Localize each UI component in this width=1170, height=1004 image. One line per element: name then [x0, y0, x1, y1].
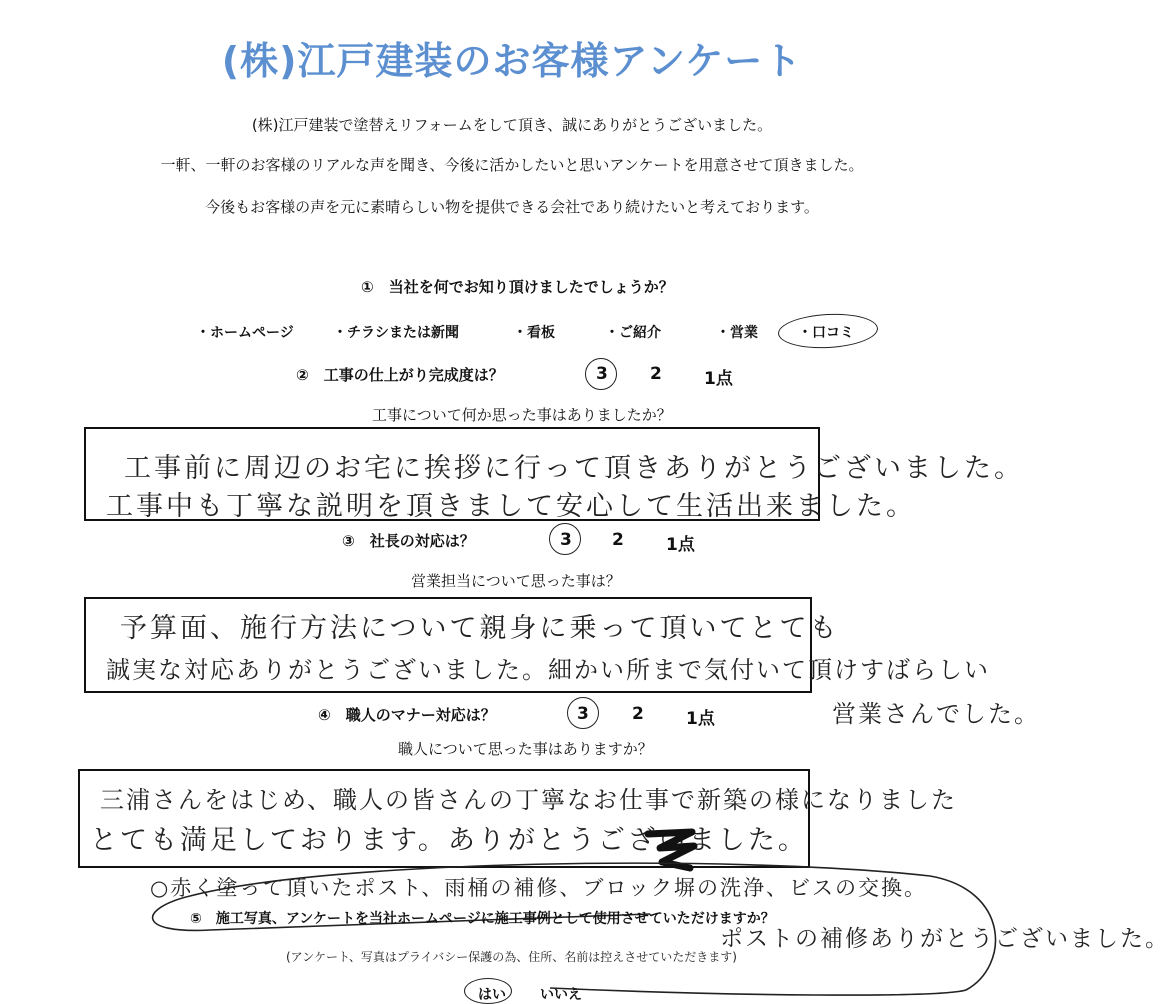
question-3-label: ③ 社長の対応は？: [342, 532, 475, 550]
q1-option-signboard: ・看板: [513, 325, 555, 341]
q1-option-word-of-mouth: ・口コミ: [798, 325, 854, 341]
question-1-label: ① 当社を何でお知り頂けましたでしょうか？: [361, 278, 674, 296]
q1-option-homepage: ・ホームページ: [196, 325, 294, 341]
intro-line-3: 今後もお客様の声を元に素晴らしい物を提供できる会社であり続けたいと考えております。: [205, 198, 819, 216]
q4-answer-line-1: 三浦さんをはじめ、職人の皆さんの丁寧なお仕事で新築の様になりました: [100, 786, 958, 814]
q2-answer-line-2: 工事中も丁寧な説明を頂きまして安心して生活出来ました。: [106, 491, 916, 522]
survey-title: (株)江戸建装のお客様アンケート: [221, 39, 803, 83]
q5-option-yes: はい: [478, 987, 506, 1003]
q4-answer-line-2: とても満足しております。ありがとうございました。: [90, 825, 808, 856]
q3-answer-line-3: 営業さんでした。: [832, 700, 1040, 728]
q4-comment-prompt: 職人について思った事はありますか？: [398, 740, 653, 758]
q3-score-1: 1点: [666, 535, 695, 555]
q4-selected-circle: [567, 697, 599, 729]
intro-line-1: (株)江戸建装で塗替えリフォームをして頂き、誠にありがとうございました。: [251, 116, 773, 134]
q4-score-1: 1点: [686, 709, 715, 729]
q3-answer-line-2: 誠実な対応ありがとうございました。細かい所まで気付いて頂けすばらしい: [106, 656, 990, 684]
question-5-label: ⑤ 施工写真、アンケートを当社ホームページに施工事例として使用させていただけますか？: [190, 911, 775, 927]
q3-selected-circle: [549, 523, 581, 555]
q2-score-3: 3: [596, 364, 608, 384]
q4-extra-note-line-1: ○赤く塗って頂いたポスト、雨桶の補修、ブロック塀の洗浄、ビスの交換。: [150, 876, 928, 900]
q1-option-flyer: ・チラシまたは新聞: [333, 325, 459, 341]
q4-score-3: 3: [577, 704, 589, 724]
q5-privacy-note: (アンケート、写真はプライバシー保護の為、住所、名前は控えさせていただきます): [286, 950, 737, 964]
q3-comment-prompt: 営業担当について思った事は？: [411, 572, 621, 590]
q2-score-1: 1点: [704, 369, 733, 389]
question-4-label: ④ 職人のマナー対応は？: [318, 706, 496, 724]
q1-option-sales: ・営業: [716, 325, 758, 341]
q2-comment-prompt: 工事について何か思った事はありましたか？: [372, 406, 672, 424]
q1-selected-circle: [777, 311, 879, 350]
q3-score-3: 3: [560, 530, 572, 550]
q2-score-2: 2: [650, 364, 662, 384]
q3-answer-line-1: 予算面、施行方法について親身に乗って頂いてとても: [120, 613, 840, 644]
q5-option-no: いいえ: [540, 987, 582, 1003]
q2-selected-circle: [585, 358, 617, 390]
q2-answer-line-1: 工事前に周辺のお宅に挨拶に行って頂きありがとうございました。: [124, 453, 1024, 484]
question-2-label: ② 工事の仕上がり完成度は？: [296, 366, 504, 384]
q1-option-referral: ・ご紹介: [605, 325, 661, 341]
q4-extra-note-line-2: ポストの補修ありがとうございました。: [720, 926, 1170, 952]
q5-selected-circle: [464, 978, 512, 1004]
intro-line-2: 一軒、一軒のお客様のリアルな声を聞き、今後に活かしたいと思いアンケートを用意させて頂きました。: [160, 156, 864, 174]
q4-score-2: 2: [632, 704, 644, 724]
q3-score-2: 2: [612, 530, 624, 550]
